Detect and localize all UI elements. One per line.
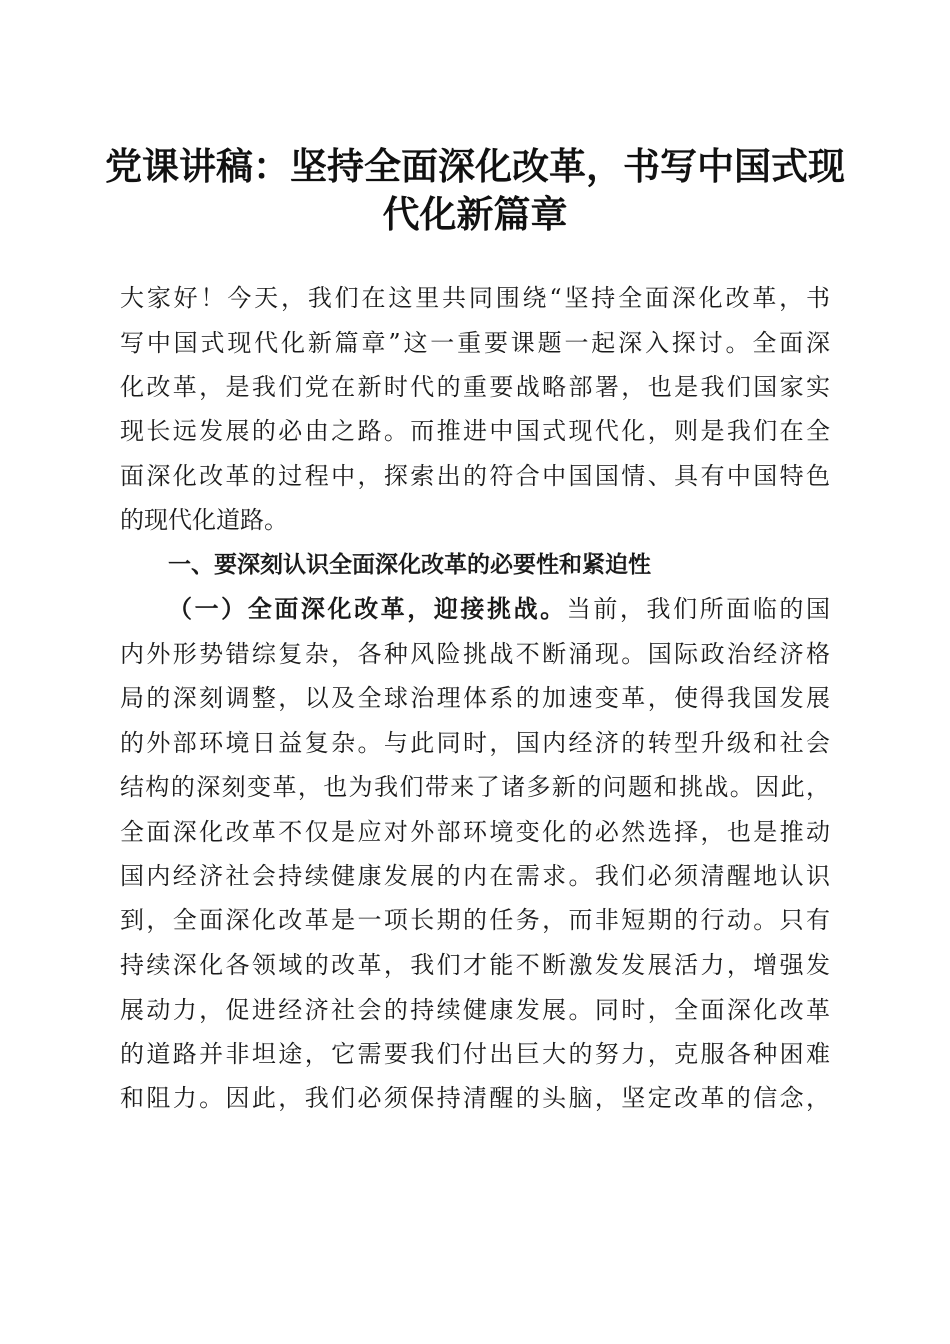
body-line: 展动力，促进经济社会的持续健康发展。同时，全面深化改革 (120, 996, 830, 1024)
intro-line: 大家好！今天，我们在这里共同围绕“坚持全面深化改革，书 (120, 284, 830, 312)
body-line: 国内经济社会持续健康发展的内在需求。我们必须清醒地认识 (120, 862, 830, 890)
document-title-line-2: 代化新篇章 (382, 192, 568, 236)
body-line: 到，全面深化改革是一项长期的任务，而非短期的行动。只有 (120, 906, 830, 934)
intro-line: 写中国式现代化新篇章”这一重要课题一起深入探讨。全面深 (120, 329, 830, 357)
subsection-lead: （一）全面深化改革，迎接挑战。 (168, 594, 567, 623)
subsection-first-line (168, 594, 830, 624)
subsection-lead-rest: 当前，我们所面临的国 (566, 595, 830, 623)
intro-line: 的现代化道路。 (120, 506, 288, 534)
body-line: 局的深刻调整，以及全球治理体系的加速变革，使得我国发展 (120, 684, 830, 712)
body-line: 的道路并非坦途，它需要我们付出巨大的努力，克服各种困难 (120, 1040, 830, 1068)
intro-line: 化改革，是我们党在新时代的重要战略部署，也是我们国家实 (120, 373, 830, 401)
document-title-line-1: 党课讲稿：坚持全面深化改革，书写中国式现 (105, 144, 845, 188)
body-line: 全面深化改革不仅是应对外部环境变化的必然选择，也是推动 (120, 818, 830, 846)
body-line: 结构的深刻变革，也为我们带来了诸多新的问题和挑战。因此， (120, 773, 830, 801)
section-heading: 一、要深刻认识全面深化改革的必要性和紧迫性 (168, 552, 651, 578)
body-line: 的外部环境日益复杂。与此同时，国内经济的转型升级和社会 (120, 729, 830, 757)
body-line: 持续深化各领域的改革，我们才能不断激发发展活力，增强发 (120, 951, 830, 979)
body-line: 内外形势错综复杂，各种风险挑战不断涌现。国际政治经济格 (120, 640, 830, 668)
intro-line: 面深化改革的过程中，探索出的符合中国国情、具有中国特色 (120, 462, 830, 490)
intro-line: 现长远发展的必由之路。而推进中国式现代化，则是我们在全 (120, 417, 830, 445)
body-line: 和阻力。因此，我们必须保持清醒的头脑，坚定改革的信念， (120, 1084, 830, 1112)
